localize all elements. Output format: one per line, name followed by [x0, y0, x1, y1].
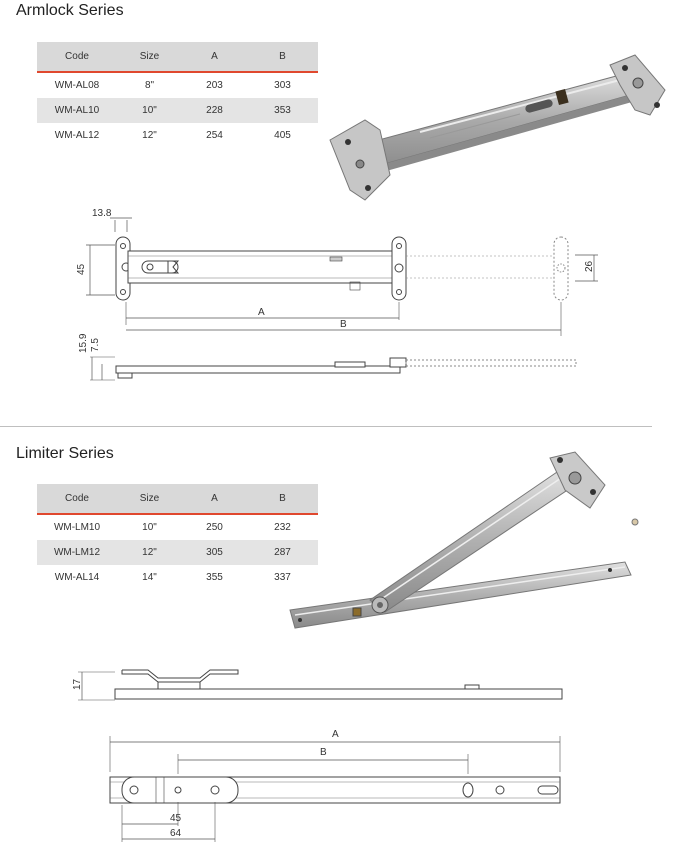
dim-15-9: 15.9: [78, 333, 89, 353]
header-size: Size: [139, 51, 160, 62]
cell-b: 353: [274, 105, 291, 116]
cell-size: 8": [144, 80, 155, 91]
cell-size: 14": [142, 572, 157, 583]
armlock-title: Armlock Series: [16, 2, 124, 19]
cell-a: 203: [206, 80, 223, 91]
dim-13-8: 13.8: [92, 208, 112, 219]
limiter-title: Limiter Series: [16, 445, 114, 462]
cell-a: 355: [206, 572, 223, 583]
table-row: [37, 565, 318, 590]
limiter-side-drawing: [60, 660, 580, 710]
cell-size: 12": [142, 130, 157, 141]
cell-size: 12": [142, 547, 157, 558]
cell-size: 10": [142, 105, 157, 116]
dim-7-5: 7.5: [90, 338, 101, 352]
dim-45: 45: [76, 263, 87, 275]
limiter-product-image: [285, 450, 655, 640]
table-row: [37, 123, 318, 148]
cell-b: 287: [274, 547, 291, 558]
dim-26: 26: [584, 260, 595, 272]
cell-b: 232: [274, 522, 291, 533]
header-code: Code: [65, 493, 89, 504]
table-row: [37, 515, 318, 540]
armlock-drawing: [70, 200, 630, 400]
cell-code: WM-AL12: [54, 130, 100, 141]
dim-a: A: [332, 729, 339, 740]
table-header: [37, 42, 318, 73]
cell-b: 303: [274, 80, 291, 91]
cell-a: 228: [206, 105, 223, 116]
dim-45: 45: [170, 813, 182, 824]
dim-17: 17: [72, 678, 83, 690]
limiter-top-drawing: [60, 722, 620, 847]
header-a: A: [211, 51, 218, 62]
header-b: B: [279, 51, 286, 62]
cell-size: 10": [142, 522, 157, 533]
dim-a: A: [258, 307, 265, 318]
limiter-spec-table: [37, 484, 318, 590]
cell-b: 337: [274, 572, 291, 583]
header-size: Size: [139, 493, 160, 504]
cell-a: 254: [206, 130, 223, 141]
table-row: [37, 73, 318, 98]
section-divider: [0, 426, 652, 427]
cell-a: 305: [206, 547, 223, 558]
table-row: [37, 540, 318, 565]
dim-b: B: [320, 747, 327, 758]
dim-64: 64: [170, 828, 182, 839]
armlock-product-image: [320, 50, 670, 210]
cell-code: WM-AL14: [54, 572, 100, 583]
cell-b: 405: [274, 130, 291, 141]
cell-code: WM-AL08: [54, 80, 100, 91]
cell-code: WM-LM10: [53, 522, 101, 533]
cell-a: 250: [206, 522, 223, 533]
armlock-spec-table: [37, 42, 318, 148]
cell-code: WM-LM12: [53, 547, 101, 558]
header-b: B: [279, 493, 286, 504]
header-code: Code: [65, 51, 89, 62]
table-row: [37, 98, 318, 123]
dim-b: B: [340, 319, 347, 330]
header-a: A: [211, 493, 218, 504]
cell-code: WM-AL10: [54, 105, 100, 116]
table-header: [37, 484, 318, 515]
